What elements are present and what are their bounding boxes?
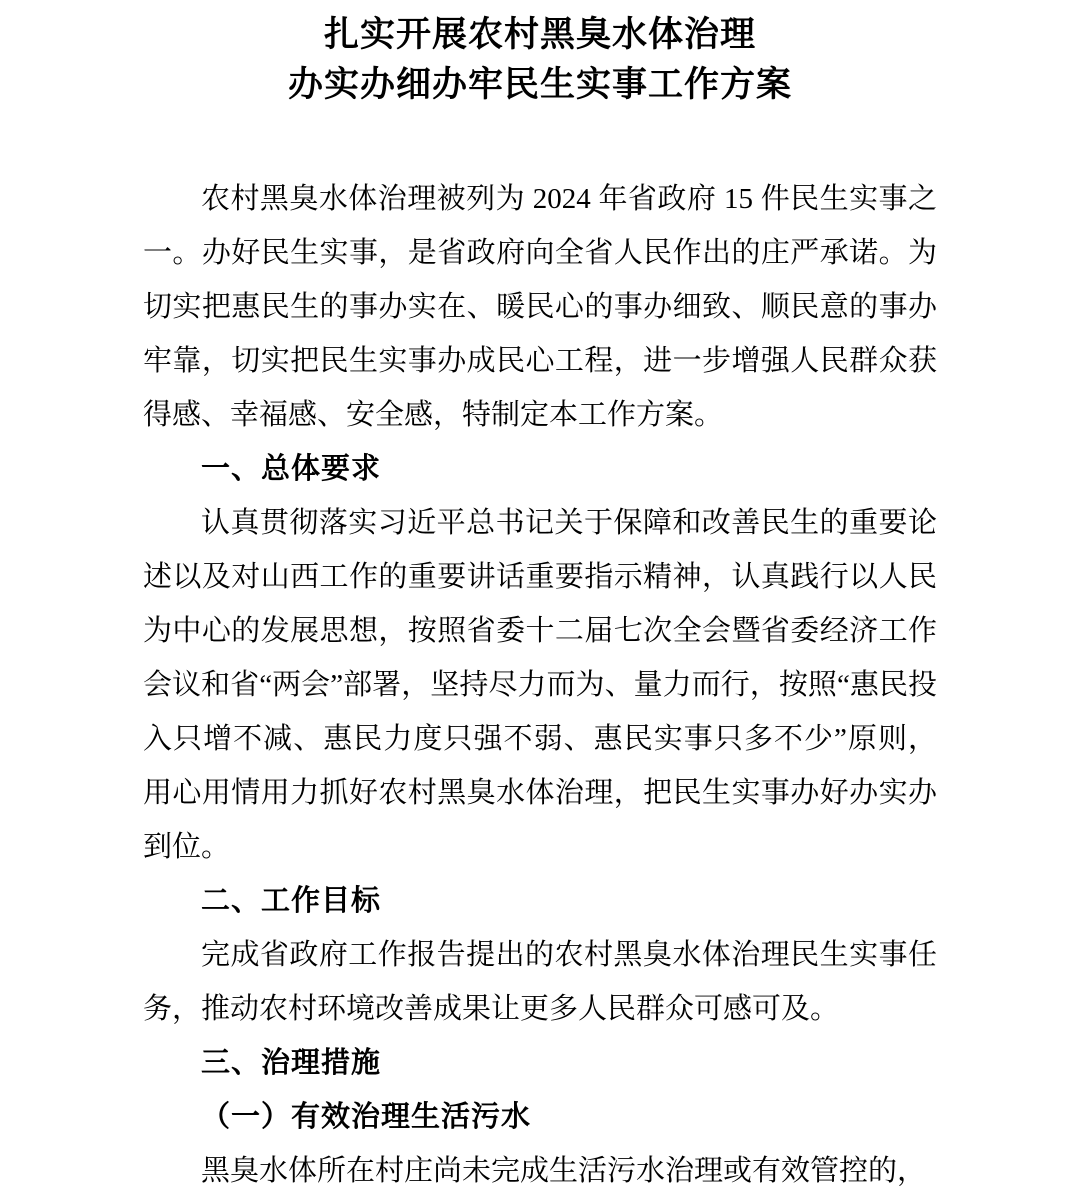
document-paragraph: 认真贯彻落实习近平总书记关于保障和改善民生的重要论述以及对山西工作的重要讲话重要指示精神，认真践行以人民为中心的发展思想，按照省委十二届七次全会暨省委经济工作会议和省“两会”部署，坚持尽力而为、量力而行，按照“惠民投入只增不减、惠民力度只强不弱、惠民实事只多不少”原则，用心用情用力抓好农村黑臭水体治理，把民生实事办好办实办到位。 bbox=[143, 507, 937, 863]
document-paragraph: 农村黑臭水体治理被列为 2024 年省政府 15 件民生实事之一。办好民生实事，是省政府向全省人民作出的庄严承诺。为切实把惠民生的事办实在、暖民心的事办细致、顺民意的事办牢靠，切实把民生实事办成民心工程，进一步增强人民群众获得感、幸福感、安全感，特制定本工作方案。 bbox=[143, 183, 937, 431]
document-title-line-1: 扎实开展农村黑臭水体治理 bbox=[323, 15, 756, 54]
document-title-line-2: 办实办细办牢民生实事工作方案 bbox=[287, 65, 792, 104]
section-heading: 一、总体要求 bbox=[201, 453, 382, 485]
document-body bbox=[143, 172, 937, 1198]
document-paragraph: 黑臭水体所在村庄尚未完成生活污水治理或有效管控的， bbox=[201, 1155, 927, 1187]
section-heading: （一）有效治理生活污水 bbox=[201, 1101, 532, 1133]
document-title bbox=[143, 10, 937, 110]
section-heading: 三、治理措施 bbox=[201, 1047, 382, 1079]
document-paragraph: 完成省政府工作报告提出的农村黑臭水体治理民生实事任务，推动农村环境改善成果让更多人民群众可感可及。 bbox=[143, 939, 937, 1025]
section-heading: 二、工作目标 bbox=[201, 885, 382, 917]
